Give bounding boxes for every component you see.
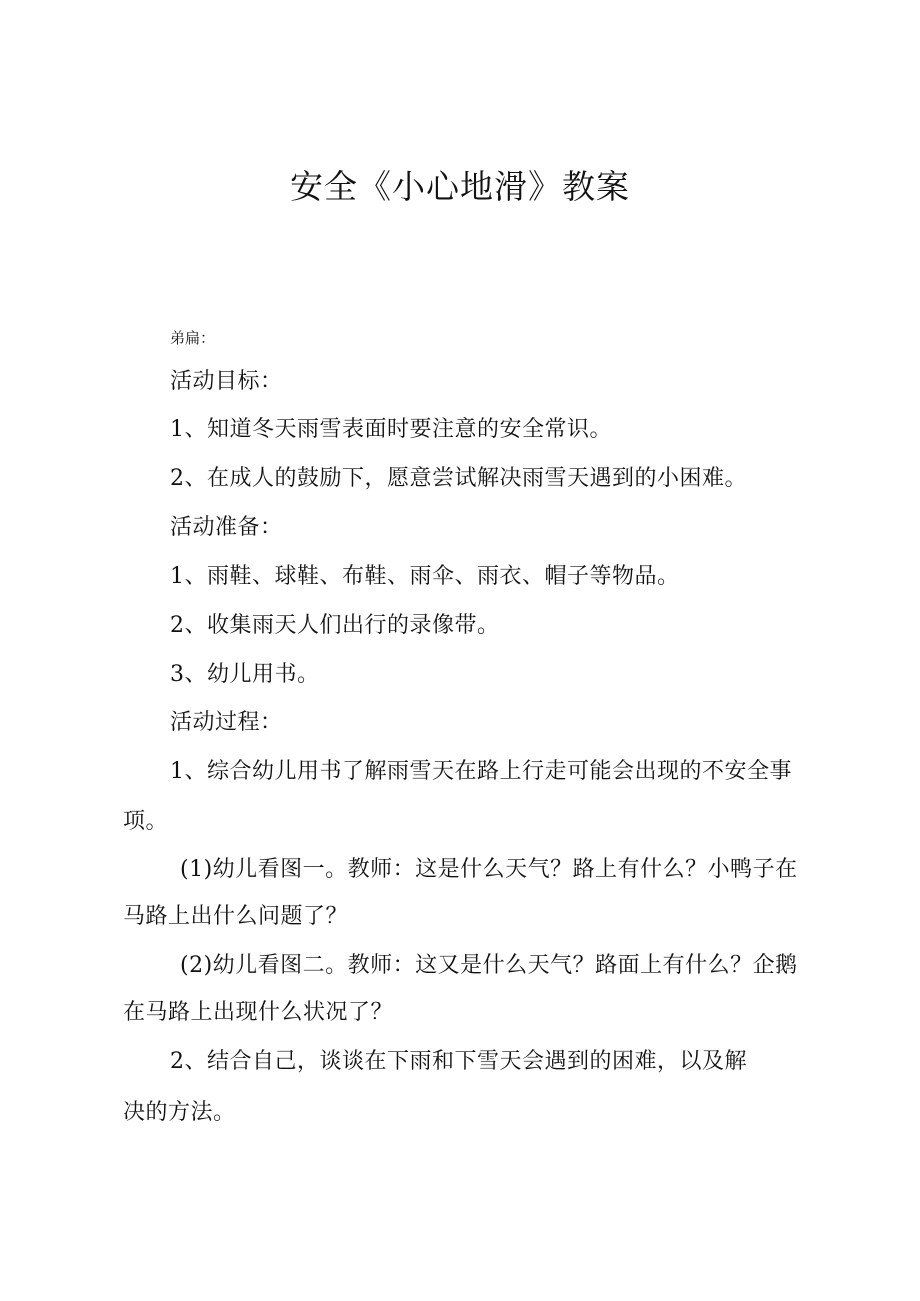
paragraph-line: 1、知道冬天雨雪表面时要注意的安全常识。 (170, 417, 612, 442)
heading-activity-process: 活动过程： (170, 710, 283, 735)
paragraph-line: 马路上出什么问题了？ (123, 904, 349, 929)
paragraph-line: 3、幼儿用书。 (170, 662, 320, 687)
paragraph-line: 1、综合幼儿用书了解雨雪天在路上行走可能会出现的不安全事 (170, 759, 792, 784)
paragraph-line: 2、结合自己，谈谈在下雨和下雪天会遇到的困难，以及解 (170, 1049, 747, 1074)
paragraph-line: 2、在成人的鼓励下，愿意尝试解决雨雪天遇到的小困难。 (170, 466, 747, 491)
heading-activity-preparation: 活动准备： (170, 515, 283, 540)
paragraph-line: (1)幼儿看图一。教师：这是什么天气？路上有什么？小鸭子在 (180, 857, 798, 882)
paragraph-line: 决的方法。 (123, 1100, 236, 1125)
heading-activity-goals: 活动目标： (170, 369, 283, 394)
paragraph-line: 项。 (123, 809, 169, 834)
paragraph-line: 1、雨鞋、球鞋、布鞋、雨伞、雨衣、帽子等物品。 (170, 564, 680, 589)
document-subtitle: 弟扁： (170, 329, 216, 347)
paragraph-line: 2、收集雨天人们出行的录像带。 (170, 613, 500, 638)
document-title: 安全《小心地滑》教案 (290, 167, 630, 206)
paragraph-line: 在马路上出现什么状况了？ (123, 1000, 394, 1025)
paragraph-line: (2)幼儿看图二。教师：这又是什么天气？路面上有什么？企鹅 (180, 953, 798, 978)
